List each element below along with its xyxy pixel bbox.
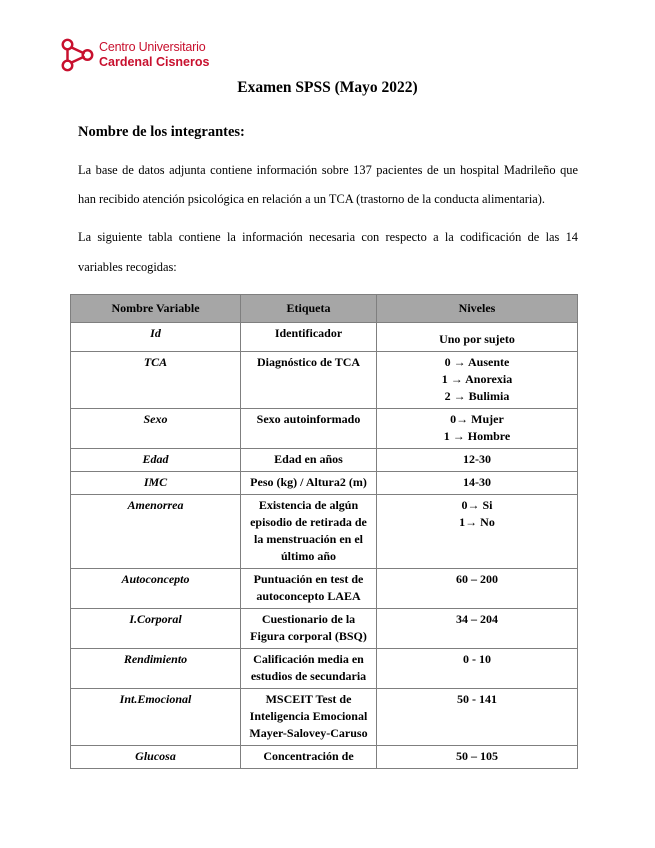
level-item: 60 – 200 [456,572,498,586]
table-row [71,409,578,449]
table-intro-line-2: variables recogidas: [78,260,177,274]
level-item: 0 - 10 [463,652,491,666]
variable-levels [377,352,578,409]
variable-label: Calificación media en estudios de secundaria [241,649,377,689]
logo-line-1: Centro Universitario [99,40,206,54]
variable-label: Edad en años [241,449,377,472]
table-row [71,609,578,649]
university-logo [58,36,209,74]
variables-table [70,294,578,769]
variable-label: Diagnóstico de TCA [241,352,377,409]
university-emblem-icon [58,36,96,74]
variable-label: Puntuación en test de autoconcepto LAEA [241,569,377,609]
document-title: Examen SPSS (Mayo 2022) [237,79,418,96]
variable-label: Existencia de algún episodio de retirada de la menstruación en el último año [241,495,377,569]
variable-label: Concentración de [241,746,377,769]
table-row [71,689,578,746]
variable-name: Edad [71,449,241,472]
variable-name: TCA [71,352,241,409]
variable-name: Int.Emocional [71,689,241,746]
level-item: 1 → Anorexia [441,372,513,386]
table-row [71,649,578,689]
level-item: 0→ Mujer [450,412,504,426]
variable-name: Amenorrea [71,495,241,569]
variable-name: Autoconcepto [71,569,241,609]
variable-levels [377,472,578,495]
variable-levels [377,746,578,769]
team-members-heading: Nombre de los integrantes: [78,124,245,140]
header-variable-name: Nombre Variable [71,295,241,323]
intro-paragraph-line-1: La base de datos adjunta contiene información sobre 137 pacientes de un hospital Madrileño que [78,163,578,177]
header-levels: Niveles [377,295,578,323]
table-row [71,569,578,609]
level-item: 2 → Bulimia [444,389,510,403]
level-item: 34 – 204 [456,612,498,626]
table-row [71,352,578,409]
variable-name: IMC [71,472,241,495]
level-item: 50 - 141 [457,692,497,706]
level-item: 12-30 [463,452,491,466]
variable-levels [377,449,578,472]
table-header-row [71,295,578,323]
variable-label: Sexo autoinformado [241,409,377,449]
variable-levels [377,495,578,569]
variable-label: MSCEIT Test de Inteligencia Emocional Mayer-Salovey-Caruso [241,689,377,746]
variable-levels [377,609,578,649]
intro-paragraph-line-2: han recibido atención psicológica en relación a un TCA (trastorno de la conducta alimentaria). [78,192,545,206]
variable-label: Identificador [241,323,377,352]
level-item: 0→ Si [461,498,493,512]
level-item: 1→ No [459,515,495,529]
header-label: Etiqueta [241,295,377,323]
table-intro-line-1: La siguiente tabla contiene la información necesaria con respecto a la codificación de las 14 [78,230,578,244]
table-row [71,449,578,472]
variable-levels [377,689,578,746]
level-item: 1 → Hombre [443,429,511,443]
variable-name: I.Corporal [71,609,241,649]
table-row [71,495,578,569]
variable-name: Glucosa [71,746,241,769]
variable-label: Peso (kg) / Altura2 (m) [241,472,377,495]
variable-name: Sexo [71,409,241,449]
level-item: 0 → Ausente [444,355,510,369]
variable-name: Id [71,323,241,352]
table-row [71,472,578,495]
level-item: 50 – 105 [456,749,498,763]
variable-levels [377,569,578,609]
table-row [71,746,578,769]
logo-line-2: Cardenal Cisneros [99,55,210,69]
level-item: Uno por sujeto [439,332,515,346]
variable-levels [377,409,578,449]
variable-name: Rendimiento [71,649,241,689]
table-row [71,323,578,352]
variable-label: Cuestionario de la Figura corporal (BSQ) [241,609,377,649]
level-item: 14-30 [463,475,491,489]
variable-levels [377,323,578,352]
variable-levels [377,649,578,689]
